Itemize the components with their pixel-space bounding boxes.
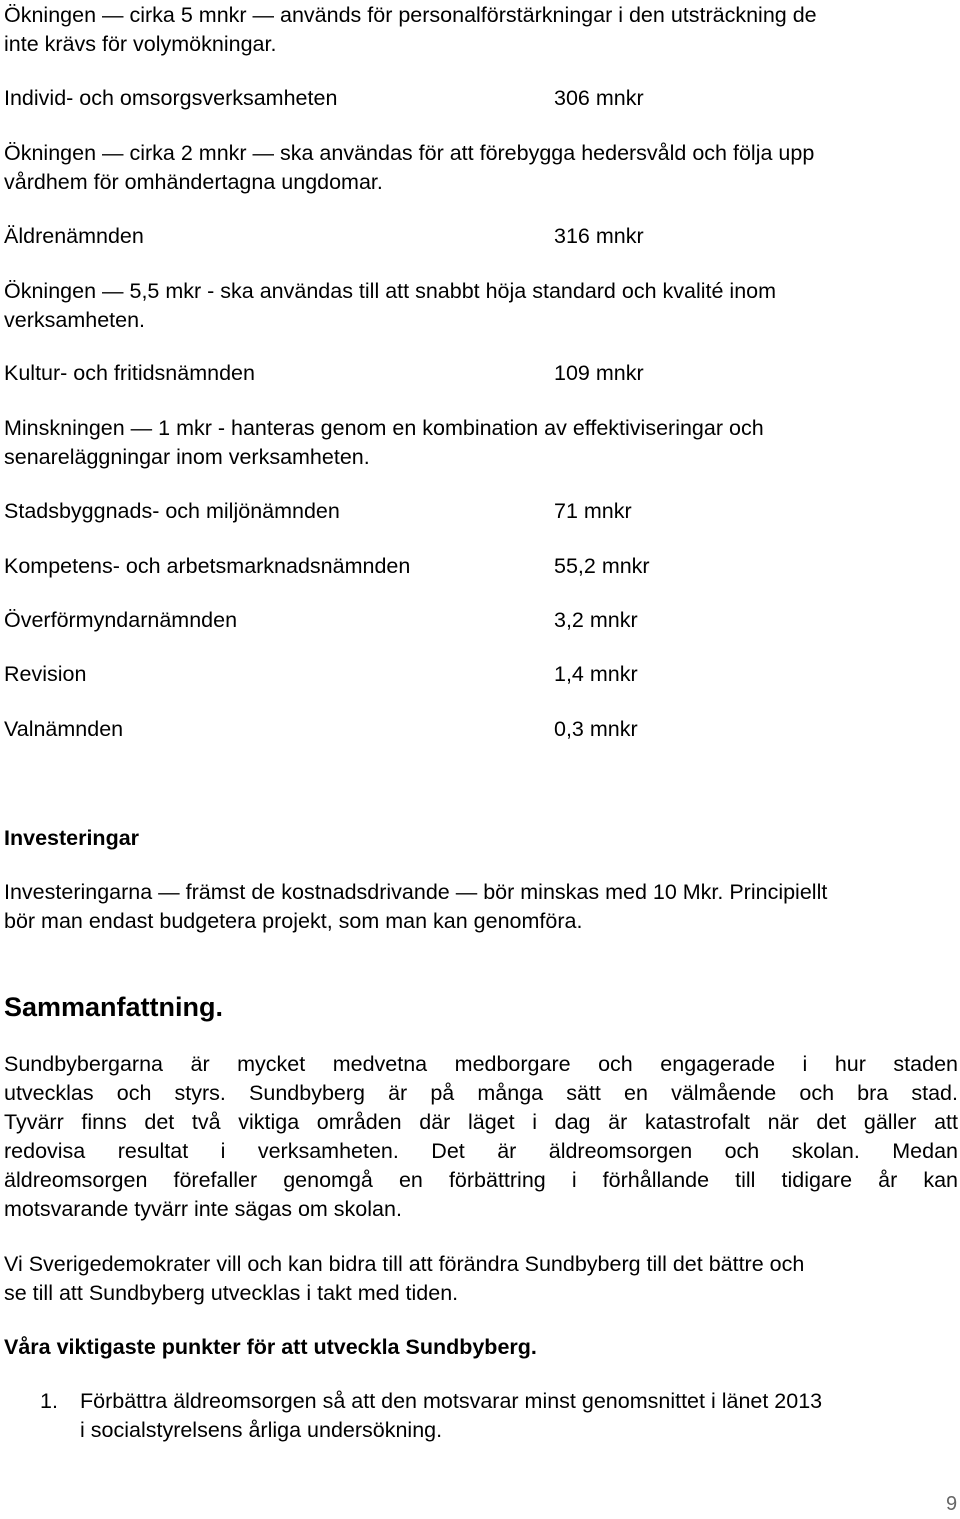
- sammanfattning-heading: Sammanfattning.: [4, 992, 224, 1022]
- section-amount-aldre: 316 mnkr: [554, 224, 644, 248]
- budget-row-name: Stadsbyggnads- och miljönämnden: [4, 499, 340, 523]
- summary-para2-line-1: Vi Sverigedemokrater vill och kan bidra till att förändra Sundbyberg till det bättre och: [4, 1252, 805, 1276]
- summary-line: äldreomsorgen förefaller genomgå en förbättring i förhållande till tidigare år kan: [4, 1168, 958, 1192]
- budget-row-amount: 0,3 mnkr: [554, 717, 638, 741]
- budget-row-amount: 55,2 mnkr: [554, 554, 650, 578]
- section-text-aldre-2: verksamheten.: [4, 308, 146, 332]
- section-text-aldre-1: Ökningen — 5,5 mkr - ska användas till att snabbt höja standard och kvalité inom: [4, 279, 777, 303]
- budget-row-name: Kompetens- och arbetsmarknadsnämnden: [4, 554, 411, 578]
- page-number: 9: [946, 1493, 958, 1515]
- points-heading: Våra viktigaste punkter för att utveckla Sundbyberg.: [4, 1335, 537, 1359]
- list-item-line-1: Förbättra äldreomsorgen så att den motsvarar minst genomsnittet i länet 2013: [80, 1389, 823, 1413]
- section-name-kultur: Kultur- och fritidsnämnden: [4, 361, 255, 385]
- summary-para2-line-2: se till att Sundbyberg utvecklas i takt med tiden.: [4, 1281, 459, 1305]
- summary-line: redovisa resultat i verksamheten. Det är äldreomsorgen och skolan. Medan: [4, 1139, 958, 1163]
- section-text-individ-1: Ökningen — cirka 2 mnkr — ska användas för att förebygga hedersvåld och följa upp: [4, 141, 815, 165]
- list-item-line-2: i socialstyrelsens årliga undersökning.: [80, 1418, 443, 1442]
- budget-row-amount: 71 mnkr: [554, 499, 632, 523]
- summary-line: utvecklas och styrs. Sundbyberg är på många sätt en välmående och bra stad.: [4, 1081, 958, 1105]
- section-text-individ-2: vårdhem för omhändertagna ungdomar.: [4, 170, 383, 194]
- summary-line: motsvarande tyvärr inte sägas om skolan.: [4, 1197, 402, 1221]
- intro-line-2: inte krävs för volymökningar.: [4, 32, 277, 56]
- budget-row-name: Revision: [4, 662, 87, 686]
- summary-line: Sundbybergarna är mycket medvetna medborgare och engagerade i hur staden: [4, 1052, 958, 1076]
- budget-row-amount: 3,2 mnkr: [554, 608, 638, 632]
- section-text-kultur-2: senareläggningar inom verksamheten.: [4, 445, 370, 469]
- budget-row-name: Överförmyndarnämnden: [4, 608, 238, 632]
- investeringar-line-2: bör man endast budgetera projekt, som man kan genomföra.: [4, 909, 583, 933]
- budget-row-amount: 1,4 mnkr: [554, 662, 638, 686]
- section-amount-kultur: 109 mnkr: [554, 361, 644, 385]
- investeringar-line-1: Investeringarna — främst de kostnadsdrivande — bör minskas med 10 Mkr. Principiellt: [4, 880, 828, 904]
- section-text-kultur-1: Minskningen — 1 mkr - hanteras genom en kombination av effektiviseringar och: [4, 416, 764, 440]
- summary-line: Tyvärr finns det två viktiga områden där läget i dag är katastrofalt när det gäller att: [4, 1110, 958, 1134]
- intro-line-1: Ökningen — cirka 5 mnkr — används för personalförstärkningar i den utsträckning de: [4, 3, 817, 27]
- section-name-aldre: Äldrenämnden: [4, 224, 144, 248]
- section-name-individ: Individ- och omsorgsverksamheten: [4, 86, 338, 110]
- budget-row-name: Valnämnden: [4, 717, 124, 741]
- investeringar-heading: Investeringar: [4, 826, 140, 850]
- section-amount-individ: 306 mnkr: [554, 86, 644, 110]
- list-item-number: 1.: [40, 1389, 58, 1413]
